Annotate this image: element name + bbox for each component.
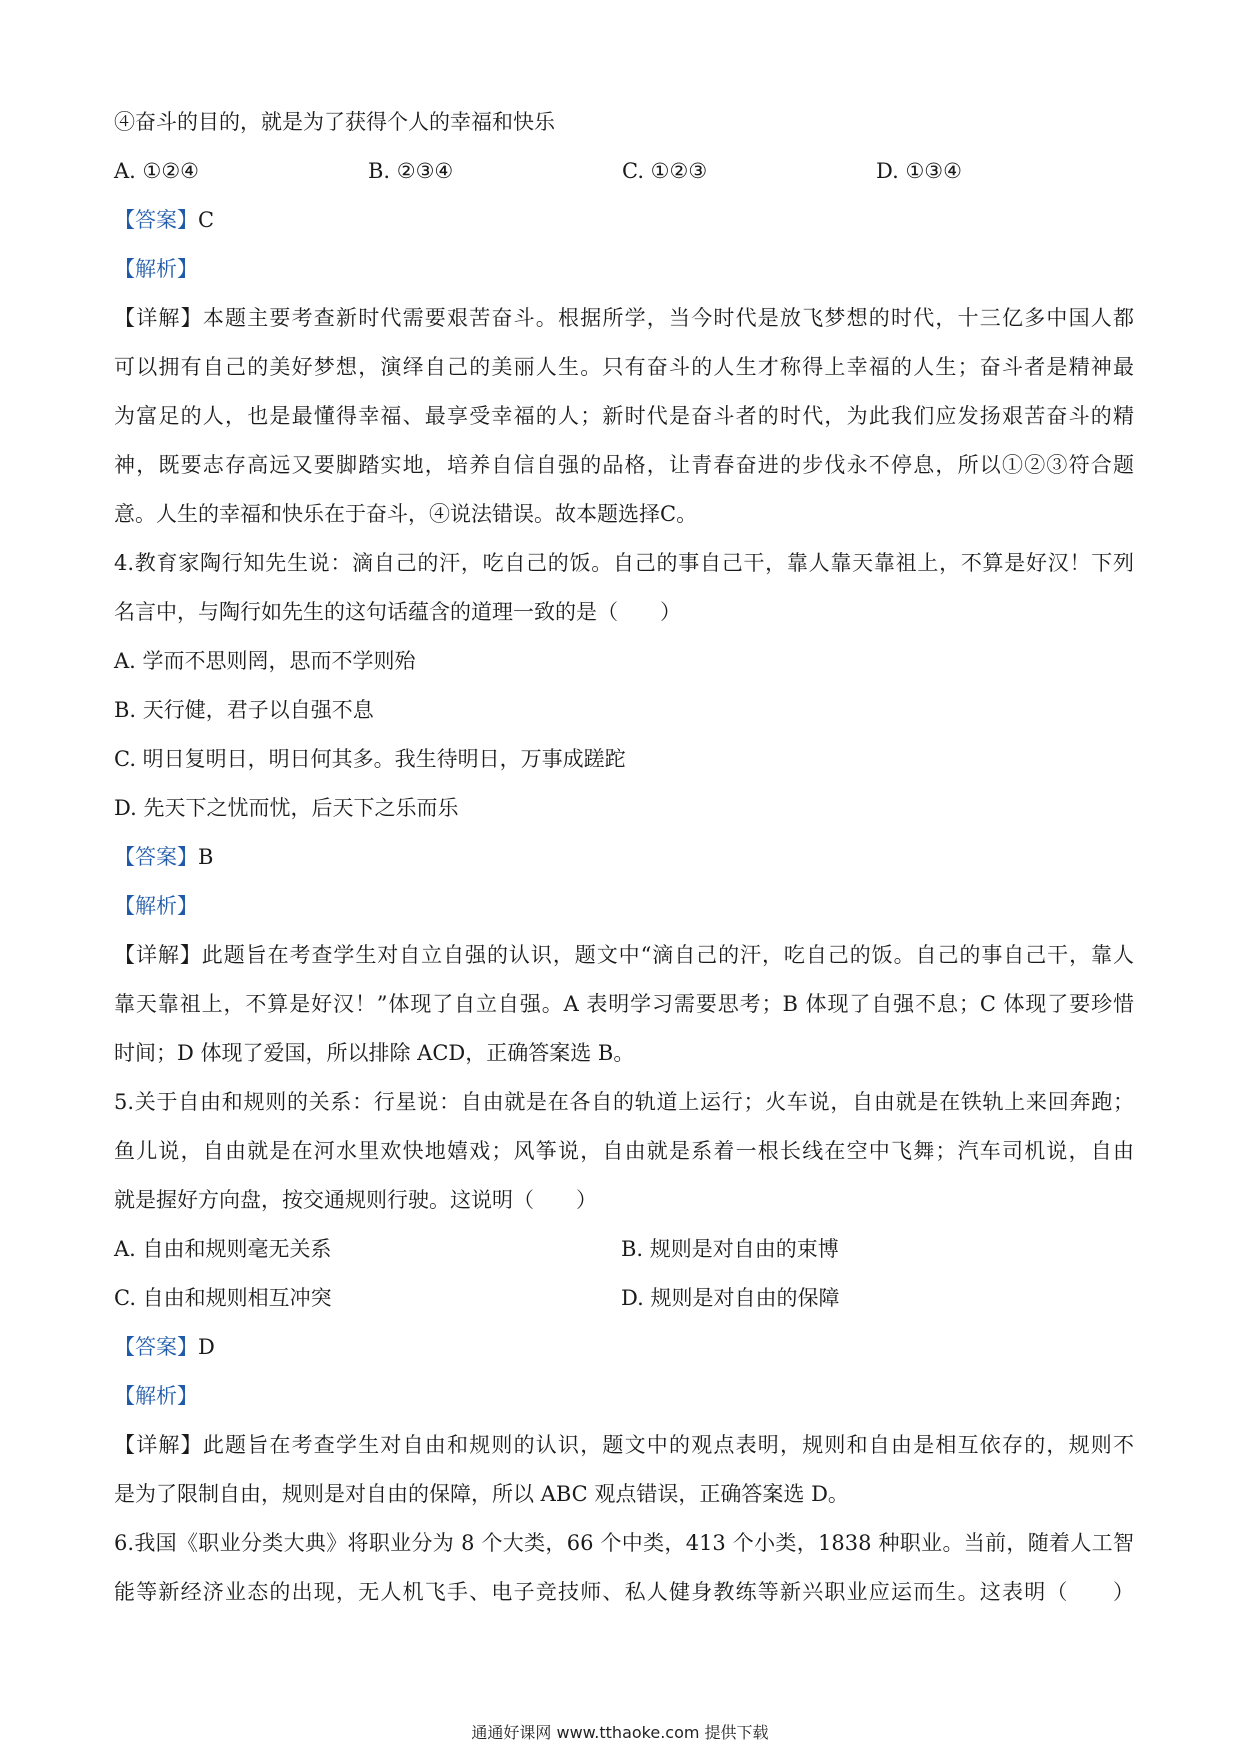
detail-tag: 【详解】 bbox=[114, 943, 202, 967]
q4-detail-line: 靠天靠祖上，不算是好汉！”体现了自立自强。A 表明学习需要思考；B 体现了自强不息；C 体现了要珍惜 bbox=[114, 992, 1134, 1016]
document-body bbox=[114, 98, 1134, 1617]
q5-options-row-1 bbox=[114, 1225, 1134, 1274]
q3-options bbox=[114, 147, 1134, 196]
q5-detail-line: 是为了限制自由，规则是对自由的保障，所以 ABC 观点错误，正确答案选 D。 bbox=[114, 1482, 849, 1506]
q3-detail-line: 可以拥有自己的美好梦想，演绎自己的美丽人生。只有奋斗的人生才称得上幸福的人生；奋斗者是精神最 bbox=[114, 355, 1134, 379]
q3-analysis bbox=[114, 245, 1134, 294]
q5-stem-line: 鱼儿说，自由就是在河水里欢快地嬉戏；风筝说，自由就是系着一根长线在空中飞舞；汽车司机说，自由 bbox=[114, 1139, 1134, 1163]
q3-option-a: A. ①②④ bbox=[114, 159, 199, 183]
q6-stem-line: 能等新经济业态的出现，无人机飞手、电子竞技师、私人健身教练等新兴职业应运而生。这表明（ ） bbox=[114, 1580, 1134, 1604]
q5-stem-line: 就是握好方向盘，按交通规则行驶。这说明（ ） bbox=[114, 1188, 597, 1212]
q3-item-4: ④奋斗的目的，就是为了获得个人的幸福和快乐 bbox=[114, 110, 555, 134]
q4-option-b: B. 天行健，君子以自强不息 bbox=[114, 698, 374, 722]
answer-tag: 【答案】 bbox=[114, 1335, 198, 1359]
q4-stem-line: 名言中，与陶行如先生的这句话蕴含的道理一致的是（ ） bbox=[114, 600, 681, 624]
q4-option-c: C. 明日复明日，明日何其多。我生待明日，万事成蹉跎 bbox=[114, 747, 626, 771]
detail-tag: 【详解】 bbox=[114, 1433, 203, 1457]
q5-option-a: A. 自由和规则毫无关系 bbox=[114, 1237, 332, 1261]
answer-tag: 【答案】 bbox=[114, 845, 198, 869]
q6-stem-line: 6.我国《职业分类大典》将职业分为 8 个大类，66 个中类，413 个小类，1838 种职业。当前，随着人工智 bbox=[114, 1531, 1134, 1555]
q5-option-b: B. 规则是对自由的束博 bbox=[621, 1237, 839, 1261]
q5-analysis bbox=[114, 1372, 1134, 1421]
q4-analysis bbox=[114, 882, 1134, 931]
q5-detail-line: 【详解】此题旨在考查学生对自由和规则的认识，题文中的观点表明，规则和自由是相互依存的，规则不 bbox=[114, 1433, 1134, 1457]
q3-detail-line: 为富足的人，也是最懂得幸福、最享受幸福的人；新时代是奋斗者的时代，为此我们应发扬艰苦奋斗的精 bbox=[114, 404, 1134, 428]
page-footer: 通通好课网 www.tthaoke.com 提供下载 bbox=[471, 1723, 769, 1742]
q4-answer bbox=[114, 833, 1134, 882]
q5-answer bbox=[114, 1323, 1134, 1372]
detail-tag: 【详解】 bbox=[114, 306, 203, 330]
q5-options-row-2 bbox=[114, 1274, 1134, 1323]
q3-option-c: C. ①②③ bbox=[622, 159, 708, 183]
q5-option-d: D. 规则是对自由的保障 bbox=[621, 1286, 840, 1310]
q4-option-a: A. 学而不思则罔，思而不学则殆 bbox=[114, 649, 416, 673]
analysis-tag: 【解析】 bbox=[114, 894, 198, 918]
q4-option-d: D. 先天下之忧而忧，后天下之乐而乐 bbox=[114, 796, 459, 820]
answer-value: B bbox=[198, 845, 214, 869]
analysis-tag: 【解析】 bbox=[114, 1384, 198, 1408]
q3-answer bbox=[114, 196, 1134, 245]
q3-detail-line: 意。人生的幸福和快乐在于奋斗，④说法错误。故本题选择C。 bbox=[114, 502, 698, 526]
q3-option-b: B. ②③④ bbox=[368, 159, 454, 183]
q4-detail-line: 【详解】此题旨在考查学生对自立自强的认识，题文中“滴自己的汗，吃自己的饭。自己的事自己干，靠人 bbox=[114, 943, 1134, 967]
q5-option-c: C. 自由和规则相互冲突 bbox=[114, 1286, 332, 1310]
q4-stem-line: 4.教育家陶行知先生说：滴自己的汗，吃自己的饭。自己的事自己干，靠人靠天靠祖上，不算是好汉！下列 bbox=[114, 551, 1134, 575]
q5-stem-line: 5.关于自由和规则的关系：行星说：自由就是在各自的轨道上运行；火车说，自由就是在铁轨上来回奔跑； bbox=[114, 1090, 1134, 1114]
q3-detail-line: 【详解】本题主要考查新时代需要艰苦奋斗。根据所学，当今时代是放飞梦想的时代，十三亿多中国人都 bbox=[114, 306, 1134, 330]
analysis-tag: 【解析】 bbox=[114, 257, 198, 281]
answer-tag: 【答案】 bbox=[114, 208, 198, 232]
q3-option-d: D. ①③④ bbox=[876, 159, 962, 183]
answer-value: D bbox=[198, 1335, 215, 1359]
q4-detail-line: 时间；D 体现了爱国，所以排除 ACD，正确答案选 B。 bbox=[114, 1041, 635, 1065]
q3-detail-line: 神，既要志存高远又要脚踏实地，培养自信自强的品格，让青春奋进的步伐永不停息，所以①②③符合题 bbox=[114, 453, 1134, 477]
answer-value: C bbox=[198, 208, 215, 232]
